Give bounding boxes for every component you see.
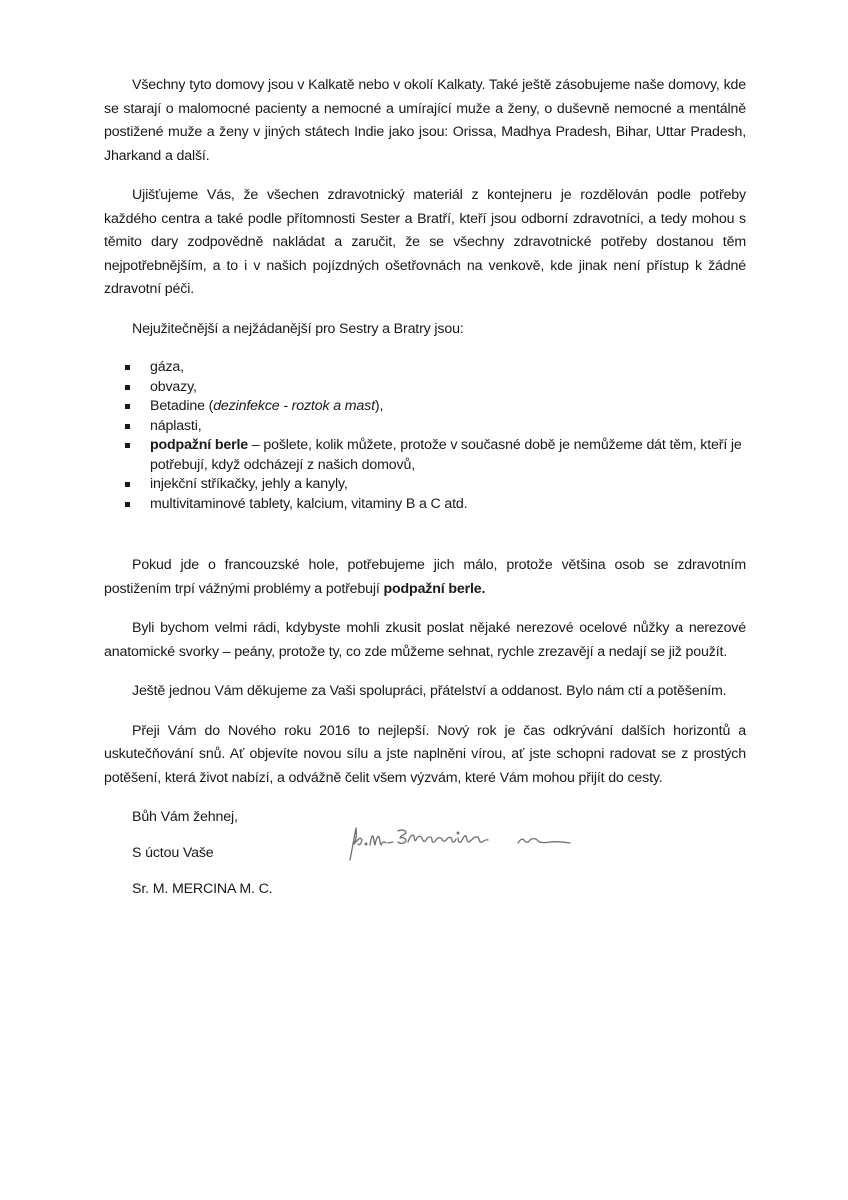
square-bullet-icon — [125, 385, 130, 390]
list-item: multivitaminové tablety, kalcium, vitaminy B a C atd. — [104, 495, 746, 515]
letter-page — [104, 74, 746, 914]
square-bullet-icon — [125, 424, 130, 429]
square-bullet-icon — [125, 404, 130, 409]
paragraph-new-year: Přeji Vám do Nového roku 2016 to nejlepší. Nový rok je čas odkrývání dalších horizontů a uskutečňování snů. Ať objevíte novou sílu a jste naplněni vírou, ať jste schopni radovat se z prostých potěšení, která život nabízí, a odvážně čelit všem výzvám, které Vám mohou přijít do cesty. — [104, 722, 746, 786]
list-item: podpažní berle – pošlete, kolik můžete, protože v současné době je nemůžeme dát těm, kteří je potřebují, když odcházejí z našich domovů, — [104, 436, 746, 475]
list-item: gáza, — [104, 358, 746, 378]
square-bullet-icon — [125, 443, 130, 448]
blessing: Bůh Vám žehnej, — [132, 809, 238, 825]
list-item: injekční stříkačky, jehly a kanyly, — [104, 475, 746, 495]
square-bullet-icon — [125, 482, 130, 487]
paragraph-crutches: Pokud jde o francouzské hole, potřebujeme jich málo, protože většina osob se zdravotním postižením trpí vážnými problémy a potřebují podpažní berle. — [104, 557, 746, 597]
regards: S úctou Vaše — [132, 845, 214, 861]
sender-name: Sr. M. MERCINA M. C. — [132, 881, 273, 897]
square-bullet-icon — [125, 502, 130, 507]
list-item: Betadine (dezinfekce - roztok a mast), — [104, 397, 746, 417]
regards-row — [132, 842, 746, 864]
paragraph-homes: Všechny tyto domovy jsou v Kalkatě nebo v okolí Kalkaty. Také ještě zásobujeme naše domovy, kde se starají o malomocné pacienty a nemocné a umírající muže a ženy, o duševně nemocné a mentálně postižené muže a ženy v jiných státech Indie jako jsou: Orissa, Madhya Pradesh, Bihar, Uttar Pradesh, Jharkand a další. — [104, 77, 746, 164]
paragraph-scissors: Byli bychom velmi rádi, kdybyste mohli zkusit poslat nějaké nerezové ocelové nůžky a nerezové anatomické svorky – peány, protože ty, co zde můžeme sehnat, rychle zrezavějí a nedají se již použít. — [104, 620, 746, 660]
handwritten-signature-icon — [340, 822, 575, 864]
square-bullet-icon — [125, 365, 130, 370]
list-item: náplasti, — [104, 417, 746, 437]
list-item: obvazy, — [104, 378, 746, 398]
paragraph-thanks: Ještě jednou Vám děkujeme za Vaši spolupráci, přátelství a oddanost. Bylo nám ctí a potěšením. — [132, 683, 727, 699]
supplies-list — [104, 358, 746, 514]
paragraph-assurance: Ujišťujeme Vás, že všechen zdravotnický materiál z kontejneru je rozdělován podle potřeby každého centra a také podle přítomnosti Sester a Bratří, kteří jsou odborní zdravotníci, a tedy mohou s těmito dary zodpovědně nakládat a zaručit, že se všechny zdravotnické potřeby dostanou těm nejpotřebnějším, a to i v našich pojízdných ošetřovnách na venkově, kde jinak není přístup k žádné zdravotní péči. — [104, 187, 746, 297]
list-intro: Nejužitečnější a nejžádanější pro Sestry a Bratry jsou: — [132, 320, 464, 337]
